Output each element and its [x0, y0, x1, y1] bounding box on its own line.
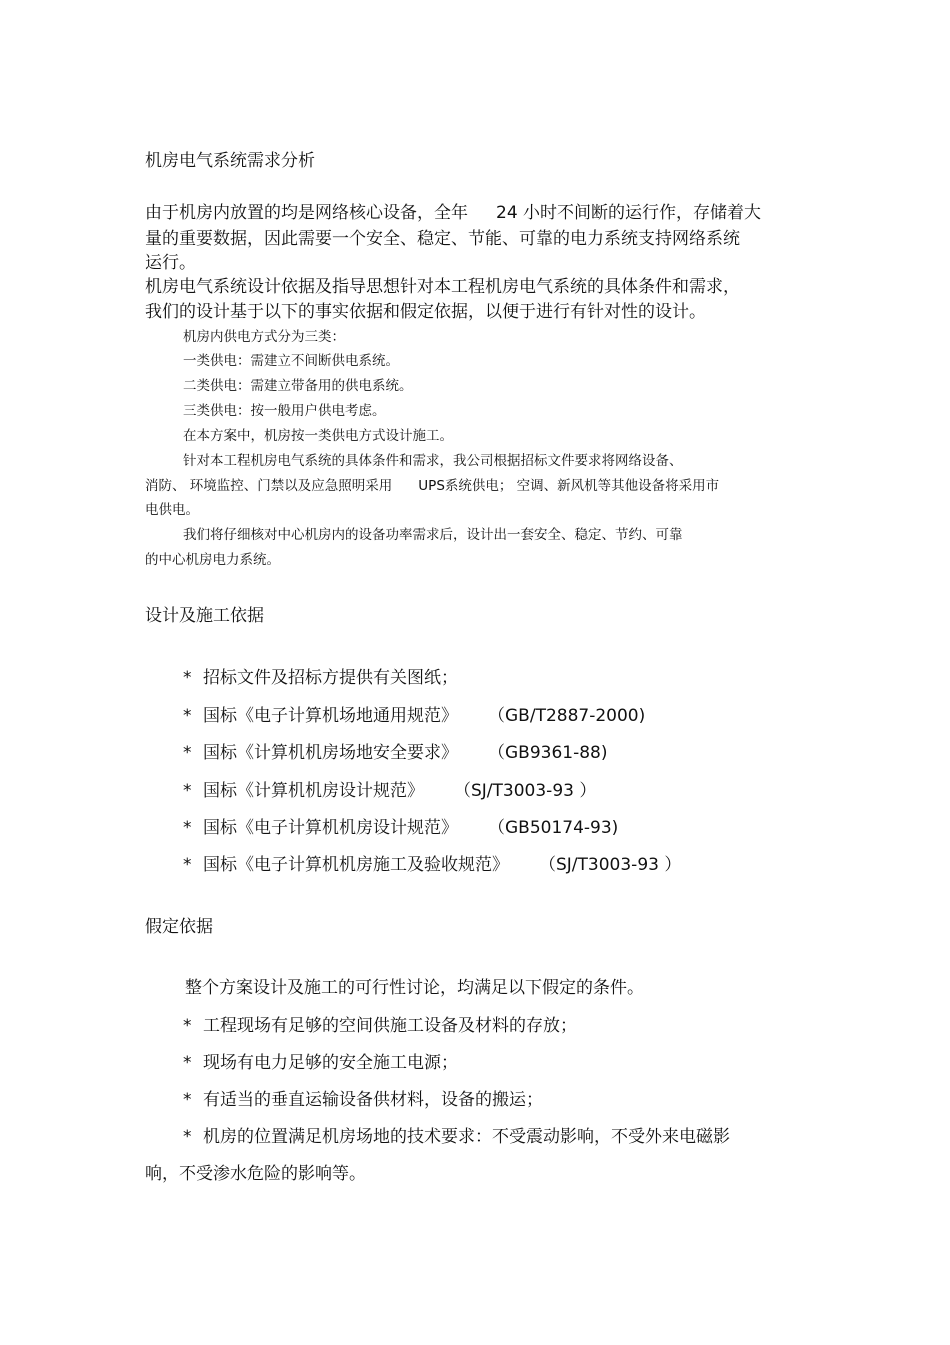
section-title-assumptions: 假定依据	[145, 917, 213, 937]
list-item	[183, 813, 618, 838]
assumption-text: 机房的位置满足机房场地的技术要求：不受震动影响，不受外来电磁影	[203, 1127, 730, 1147]
section-title-power-requirements: 机房电气系统需求分析	[145, 151, 315, 171]
text-span: 由于机房内放置的均是网络核心设备，全年	[145, 203, 468, 223]
standard-name: 国标《电子计算机机房施工及验收规范》	[203, 855, 509, 875]
list-item	[183, 776, 596, 801]
assumption-text: 现场有电力足够的安全施工电源；	[203, 1053, 458, 1073]
bullet-icon: *	[183, 668, 192, 688]
body-line: 的中心机房电力系统。	[145, 552, 280, 568]
bullet-icon: *	[183, 1127, 192, 1147]
text-span: 24 小时不间断的运行作，存储着大	[496, 203, 762, 223]
standard-name: 招标文件及招标方提供有关图纸；	[203, 668, 458, 688]
section-title-design-basis: 设计及施工依据	[145, 606, 264, 626]
bullet-icon: *	[183, 781, 192, 801]
body-line: 三类供电：按一般用户供电考虑。	[183, 403, 386, 419]
body-line: 针对本工程机房电气系统的具体条件和需求，我公司根据招标文件要求将网络设备、	[183, 453, 683, 469]
bullet-icon: *	[183, 1016, 192, 1036]
body-line: 在本方案中，机房按一类供电方式设计施工。	[183, 428, 453, 444]
bullet-icon: *	[183, 855, 192, 875]
body-line: 二类供电：需建立带备用的供电系统。	[183, 378, 413, 394]
list-item	[183, 663, 458, 688]
standard-name: 国标《计算机机房场地安全要求》	[203, 743, 458, 763]
text-span: 消防、 环境监控、门禁以及应急照明采用	[145, 478, 393, 494]
text-span: UPS系统供电； 空调、新风机等其他设备将采用市	[418, 478, 720, 494]
standard-code: （GB/T2887-2000)	[488, 706, 646, 726]
standard-name: 国标《电子计算机场地通用规范》	[203, 706, 458, 726]
list-item	[183, 850, 681, 875]
list-item	[183, 1011, 577, 1036]
body-line	[145, 474, 719, 494]
standard-code: （GB50174-93)	[488, 818, 619, 838]
paragraph-line: 机房电气系统设计依据及指导思想针对本工程机房电气系统的具体条件和需求，	[145, 277, 740, 297]
bullet-icon: *	[183, 1090, 192, 1110]
standard-name: 国标《计算机机房设计规范》	[203, 781, 424, 801]
body-line: 电供电。	[145, 502, 199, 518]
assumption-text: 有适当的垂直运输设备供材料，设备的搬运；	[203, 1090, 543, 1110]
paragraph-line: 整个方案设计及施工的可行性讨论，均满足以下假定的条件。	[185, 978, 644, 998]
list-item	[183, 1122, 730, 1147]
assumption-text: 工程现场有足够的空间供施工设备及材料的存放；	[203, 1016, 577, 1036]
paragraph-line: 响，不受渗水危险的影响等。	[145, 1164, 366, 1184]
list-item	[183, 1085, 543, 1110]
body-line: 一类供电：需建立不间断供电系统。	[183, 353, 399, 369]
standard-name: 国标《电子计算机机房设计规范》	[203, 818, 458, 838]
standard-code: （SJ/T3003-93 ）	[454, 781, 597, 801]
paragraph-line: 运行。	[145, 253, 196, 273]
body-line: 机房内供电方式分为三类：	[183, 329, 345, 345]
bullet-icon: *	[183, 1053, 192, 1073]
list-item	[183, 1048, 458, 1073]
list-item	[183, 738, 608, 763]
paragraph-line	[145, 198, 761, 223]
bullet-icon: *	[183, 818, 192, 838]
list-item	[183, 701, 645, 726]
paragraph-line: 我们的设计基于以下的事实依据和假定依据，以便于进行有针对性的设计。	[145, 302, 706, 322]
standard-code: （GB9361-88)	[488, 743, 608, 763]
body-line: 我们将仔细核对中心机房内的设备功率需求后，设计出一套安全、稳定、节约、可靠	[183, 527, 683, 543]
bullet-icon: *	[183, 743, 192, 763]
standard-code: （SJ/T3003-93 ）	[539, 855, 682, 875]
bullet-icon: *	[183, 706, 192, 726]
paragraph-line: 量的重要数据，因此需要一个安全、稳定、节能、可靠的电力系统支持网络系统	[145, 229, 740, 249]
